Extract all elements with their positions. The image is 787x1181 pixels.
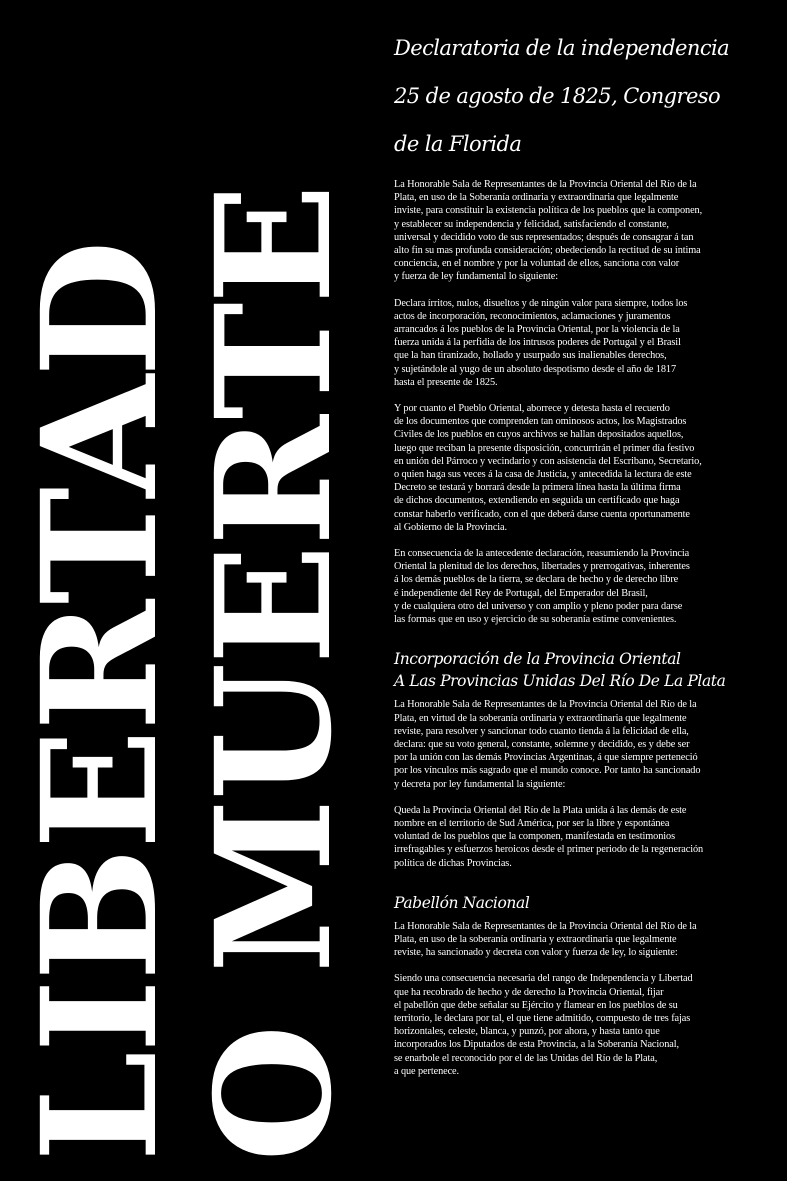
paragraph	[394, 178, 770, 284]
text-line: de dichos documentos, extendiendo en seguida un certificado que haga	[394, 495, 680, 507]
text-line: en unión del Párroco y vecindario y con asistencia del Escribano, Secretario,	[394, 455, 702, 467]
text-line: La Honorable Sala de Representantes de la Provincia Oriental del Río de la	[394, 179, 697, 190]
heading-line: de la Florida	[394, 132, 522, 156]
text-line: incorporados los Diputados de esta Provincia, a la Soberanía Nacional,	[394, 1039, 679, 1051]
text-line: a que pertenece.	[394, 1065, 459, 1077]
section-heading	[394, 892, 770, 914]
vertical-title-libertad: LIBERTAD	[8, 241, 193, 1162]
paragraph	[394, 804, 770, 870]
section-incorporacion	[394, 648, 770, 869]
text-line: alto fin su mas profunda consideración; obedeciendo la rectitud de su íntima	[394, 245, 701, 257]
text-line: y sujetándole al yugo de un absoluto despotismo desde el año de 1817	[394, 363, 677, 375]
text-line: actos de incorporación, reconocimientos, aclamaciones y juramentos	[394, 310, 671, 322]
text-line: al Gobierno de la Provincia.	[394, 521, 508, 533]
paragraph	[394, 547, 770, 626]
heading-line: Incorporación de la Provincia Oriental	[394, 650, 681, 669]
text-line: política de dichas Provincias.	[394, 857, 512, 869]
vertical-title-o-muerte: O MUERTE	[182, 185, 367, 1162]
text-line: Decreto se testará y borrará desde la primera línea hasta la última firma	[394, 482, 681, 494]
text-line: se enarbole el reconocido por el de las Unidas del Río de la Plata,	[394, 1052, 658, 1064]
text-line: y fuerza de ley fundamental lo siguiente:	[394, 271, 559, 283]
text-line: y de cualquiera otro del universo y con amplio y pleno poder para darse	[394, 600, 683, 612]
text-line: y establecer su independencia y felicidad, satisfaciendo el constante,	[394, 218, 669, 230]
section-declaratoria	[394, 24, 770, 626]
heading-line: A Las Provincias Unidas Del Río De La Plata	[394, 672, 726, 691]
text-line: Declara írritos, nulos, disueltos y de ningún valor para siempre, todos los	[394, 297, 688, 309]
text-line: conciencia, en el nombre y por la voluntad de ellos, sanciona con valor	[394, 258, 680, 270]
text-line: La Honorable Sala de Representantes de la Provincia Oriental del Río de la	[394, 699, 697, 711]
section-heading	[394, 24, 770, 168]
text-line: territorio, le declara por tal, el que tiene admitido, compuesto de tres fajas	[394, 1012, 691, 1024]
text-line: Plata, en uso de la Soberanía ordinaria y extraordinaria que legalmente	[394, 192, 679, 204]
heading-line: 25 de agosto de 1825, Congreso	[394, 84, 720, 108]
text-line: reviste, para resolver y sancionar todo cuanto tienda á la felicidad de ella,	[394, 725, 689, 737]
paragraph	[394, 972, 770, 1078]
text-line: irrefragables y esfuerzos heroicos desde el primer periodo de la regeneración	[394, 844, 704, 856]
paragraph	[394, 920, 770, 960]
document-text-column	[394, 24, 770, 1091]
text-line: por la unión con las demás Provincias Argentinas, á que siempre perteneció	[394, 752, 698, 764]
heading-line: Declaratoria de la independencia	[394, 36, 730, 60]
text-line: de los documentos que comprenden tan ominosos actos, los Magistrados	[394, 416, 687, 428]
text-line: luego que reciban la presente disposición, concurrirán el primer día festivo	[394, 442, 695, 454]
text-line: é independiente del Rey de Portugal, del Emperador del Brasil,	[394, 587, 648, 599]
text-line: universal y decidido voto de sus representados; después de consagrar á tan	[394, 231, 694, 243]
heading-line: Pabellón Nacional	[394, 893, 530, 912]
text-line: fuerza unida á la perfidia de los intrusos poderes de Portugal y el Brasil	[394, 337, 681, 349]
text-line: Siendo una consecuencia necesaria del rango de Independencia y Libertad	[394, 973, 693, 985]
text-line: nombre en el territorio de Sud América, por ser la libre y espontánea	[394, 817, 670, 829]
text-line: á los demás pueblos de la tierra, se declara de hecho y de derecho libre	[394, 574, 679, 586]
text-line: Queda la Provincia Oriental del Río de la Plata unida á las demás de este	[394, 804, 687, 816]
text-line: En consecuencia de la antecedente declaración, reasumiendo la Provincia	[394, 548, 690, 560]
text-line: constar haberlo verificado, con el que deberá darse cuenta oportunamente	[394, 508, 690, 520]
text-line: las formas que en uso y ejercicio de su soberanía estime convenientes.	[394, 614, 677, 626]
section-pabellon	[394, 892, 770, 1078]
text-line: Oriental la plenitud de los derechos, libertades y prerrogativas, inherentes	[394, 561, 690, 573]
text-line: Y por cuanto el Pueblo Oriental, aborrece y detesta hasta el recuerdo	[394, 403, 670, 415]
text-line: La Honorable Sala de Representantes de la Provincia Oriental del Río de la	[394, 920, 697, 932]
text-line: y decreta por ley fundamental la siguiente:	[394, 778, 566, 790]
text-line: Civiles de los pueblos en cuyos archivos se hallan depositados aquellos,	[394, 429, 684, 441]
text-line: o quien haga sus veces á la casa de Justicia, y antecedida la lectura de este	[394, 469, 692, 481]
text-line: el pabellón que debe señalar su Ejército y flamear en los pueblos de su	[394, 999, 678, 1011]
paragraph	[394, 698, 770, 790]
section-heading	[394, 648, 770, 692]
text-line: horizontales, celeste, blanca, y punzó, por ahora, y hasta tanto que	[394, 1026, 660, 1038]
text-line: voluntad de los pueblos que la componen, manifestada en testimonios	[394, 831, 675, 843]
paragraph	[394, 402, 770, 534]
paragraph	[394, 297, 770, 389]
text-line: Plata, en uso de la soberanía ordinaria y extraordinaria que legalmente	[394, 933, 677, 945]
text-line: Plata, en virtud de la soberanía ordinaria y extraordinaria que legalmente	[394, 712, 687, 724]
text-line: arrancados á los pueblos de la Provincia Oriental, por la violencia de la	[394, 324, 680, 336]
text-line: reviste, ha sancionado y decreta con valor y fuerza de ley, lo siguiente:	[394, 947, 678, 959]
text-line: inviste, para constituir la existencia política de los pueblos que la componen,	[394, 205, 703, 217]
text-line: que la han tiranizado, hollado y usurpado sus inalienables derechos,	[394, 350, 667, 362]
text-line: hasta el presente de 1825.	[394, 376, 498, 388]
text-line: por los vínculos más sagrado que el mundo conoce. Por tanto ha sancionado	[394, 765, 701, 777]
text-line: declara: que su voto general, constante, solemne y decidido, es y debe ser	[394, 738, 690, 750]
text-line: que ha recobrado de hecho y de derecho la Provincia Oriental, fijar	[394, 986, 664, 998]
